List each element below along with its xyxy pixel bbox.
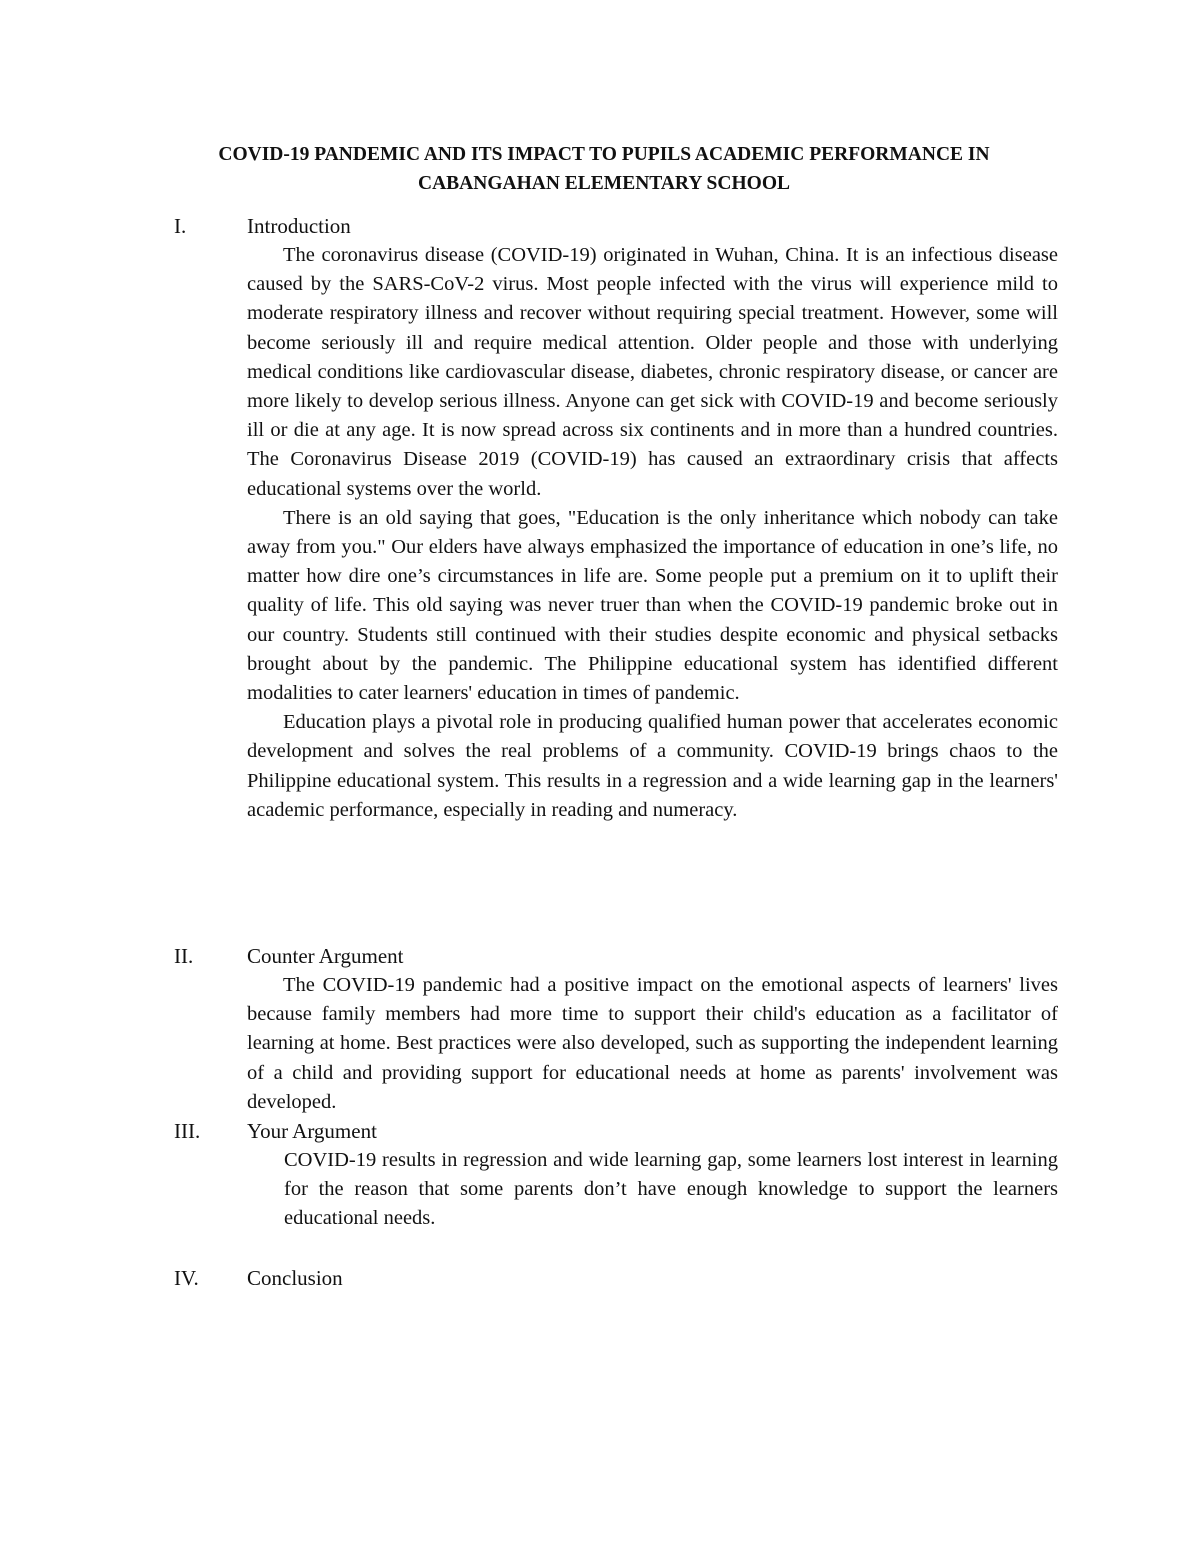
section-body (247, 241, 1058, 825)
paragraph: The coronavirus disease (COVID-19) originated in Wuhan, China. It is an infectious disease caused by the SARS-CoV-2 virus. Most people infected with the virus will experience mild to moderate respiratory illness and recover without requiring special treatment. However, some will become seriously ill and require medical attention. Older people and those with underlying medical conditions like cardiovascular disease, diabetes, chronic respiratory disease, or cancer are more likely to develop serious illness. Anyone can get sick with COVID-19 and become seriously ill or die at any age. It is now spread across six continents and in more than a hundred countries. The Coronavirus Disease 2019 (COVID-19) has caused an extraordinary crisis that affects educational systems over the world. (247, 244, 1058, 500)
section-body (247, 971, 1058, 1117)
paragraph: Education plays a pivotal role in producing qualified human power that accelerates economic development and solves the real problems of a community. COVID-19 brings chaos to the Philippine educational system. This results in a regression and a wide learning gap in the learners' academic performance, especially in reading and numeracy. (247, 711, 1058, 821)
title-line-1: COVID-19 PANDEMIC AND ITS IMPACT TO PUPILS ACADEMIC PERFORMANCE IN (218, 144, 990, 165)
section-numeral: IV. (174, 1266, 199, 1290)
section-numeral: III. (174, 1119, 201, 1143)
paragraph: COVID-19 results in regression and wide learning gap, some learners lost interest in learning for the reason that some parents don’t have enough knowledge to support the learners educational needs. (284, 1149, 1058, 1230)
title-line-2: CABANGAHAN ELEMENTARY SCHOOL (417, 173, 790, 194)
section-numeral: I. (174, 214, 187, 238)
section-heading: Introduction (247, 214, 351, 238)
paragraph: There is an old saying that goes, "Education is the only inheritance which nobody can take away from you." Our elders have always emphasized the importance of education in one’s life, no matter how dire one’s circumstances in life are. Some people put a premium on it to uplift their quality of life. This old saying was never truer than when the COVID-19 pandemic broke out in our country. Students still continued with their studies despite economic and physical setbacks brought about by the pandemic. The Philippine educational system has identified different modalities to cater learners' education in times of pandemic. (247, 506, 1058, 705)
paragraph: The COVID-19 pandemic had a positive impact on the emotional aspects of learners' lives because family members had more time to support their child's education as a facilitator of learning at home. Best practices were also developed, such as supporting the independent learning of a child and providing support for educational needs at home as parents' involvement was developed. (247, 974, 1058, 1113)
section-heading: Conclusion (247, 1266, 343, 1290)
document-title (150, 140, 1058, 198)
section-body (284, 1146, 1058, 1234)
section-numeral: II. (174, 944, 194, 968)
section-heading: Counter Argument (247, 944, 404, 968)
section-heading: Your Argument (247, 1119, 377, 1143)
